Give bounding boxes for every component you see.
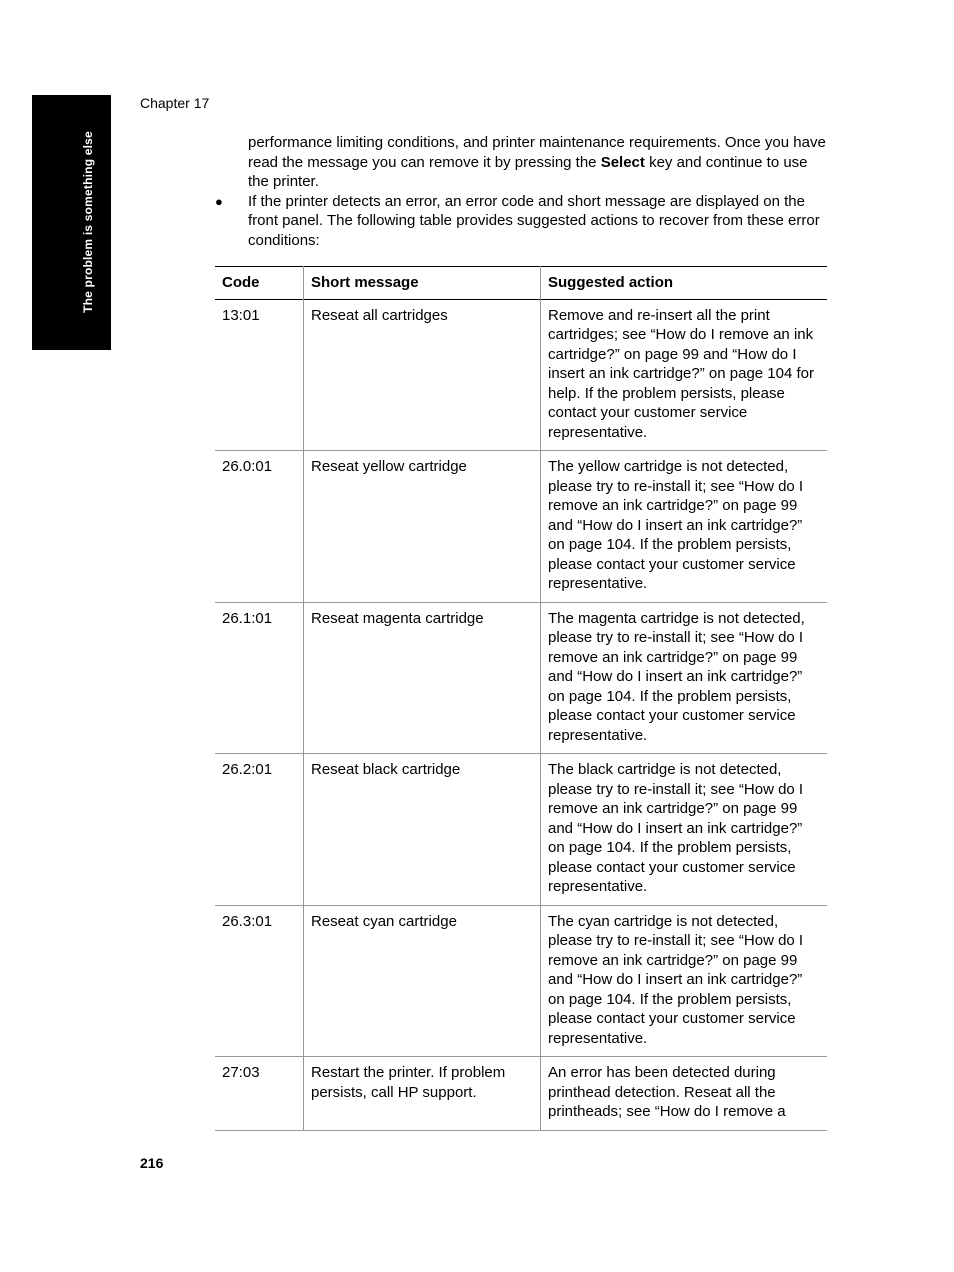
cell-message: Reseat magenta cartridge: [304, 602, 541, 754]
error-code-table: [215, 266, 827, 1131]
cell-action: An error has been detected during printhead detection. Reseat all the printheads; see “How do I remove a: [548, 1064, 786, 1120]
cell-message: Reseat cyan cartridge: [304, 905, 541, 1057]
cell-action: The yellow cartridge is not detected, please try to re-install it; see “How do I remove an ink cartridge?” on page 99 and “How do I insert an ink cartridge?” on page 104. If the problem persists, please contact your customer service representative.: [548, 458, 804, 592]
bullet-icon: ●: [215, 193, 223, 209]
cell-message: Reseat black cartridge: [304, 754, 541, 906]
cell-message: Reseat all cartridges: [304, 299, 541, 451]
cell-code: 13:01: [215, 299, 304, 451]
chapter-header: Chapter 17: [140, 95, 210, 111]
select-key-label: Select: [600, 153, 645, 171]
cell-code: 26.1:01: [215, 602, 304, 754]
intro-text-part: performance limiting conditions, and printer maintenance requirements. Once you have read the message you can remove it by pressing the: [248, 134, 826, 171]
cell-code: 26.0:01: [215, 451, 304, 603]
table-row: [215, 905, 827, 1057]
table-row: [215, 299, 827, 451]
table-row: [215, 602, 827, 754]
bullet-item: [215, 192, 828, 251]
table-header-row: [215, 267, 827, 300]
cell-action: The magenta cartridge is not detected, please try to re-install it; see “How do I remove an ink cartridge?” on page 99 and “How do I insert an ink cartridge?” on page 104. If the problem persists, please contact your customer service representative.: [548, 609, 805, 744]
header-suggested-action: Suggested action: [548, 274, 674, 291]
side-tab-label: The problem is something else: [81, 131, 95, 313]
intro-paragraph: [248, 133, 828, 192]
cell-action: The cyan cartridge is not detected, please try to re-install it; see “How do I remove an ink cartridge?” on page 99 and “How do I insert an ink cartridge?” on page 104. If the problem persists, please contact your customer service representative.: [548, 912, 804, 1047]
cell-action: The black cartridge is not detected, please try to re-install it; see “How do I remove an ink cartridge?” on page 99 and “How do I insert an ink cartridge?” on page 104. If the problem persists, please contact your customer service representative.: [548, 761, 804, 895]
cell-action: Remove and re-insert all the print cartridges; see “How do I remove an ink cartridge?” on page 99 and “How do I insert an ink cartridge?” on page 104 for help. If the problem persists, please contact your customer service representative.: [548, 306, 814, 441]
cell-message: Reseat yellow cartridge: [304, 451, 541, 603]
cell-code: 27:03: [215, 1057, 304, 1131]
table-row: [215, 451, 827, 603]
header-code: Code: [215, 267, 304, 300]
table-row: [215, 1057, 827, 1131]
cell-code: 26.3:01: [215, 905, 304, 1057]
side-tab: [32, 95, 111, 350]
cell-message: Restart the printer. If problem persists, call HP support.: [304, 1057, 541, 1131]
intro-text-part: key and continue to use the printer.: [248, 153, 808, 190]
intro-text: [215, 133, 828, 250]
cell-code: 26.2:01: [215, 754, 304, 906]
header-short-message: Short message: [304, 267, 541, 300]
table-row: [215, 754, 827, 906]
bullet-text: If the printer detects an error, an error code and short message are displayed on the front panel. The following table provides suggested actions to recover from these error conditions:: [248, 192, 820, 249]
page-number: 216: [140, 1155, 164, 1171]
